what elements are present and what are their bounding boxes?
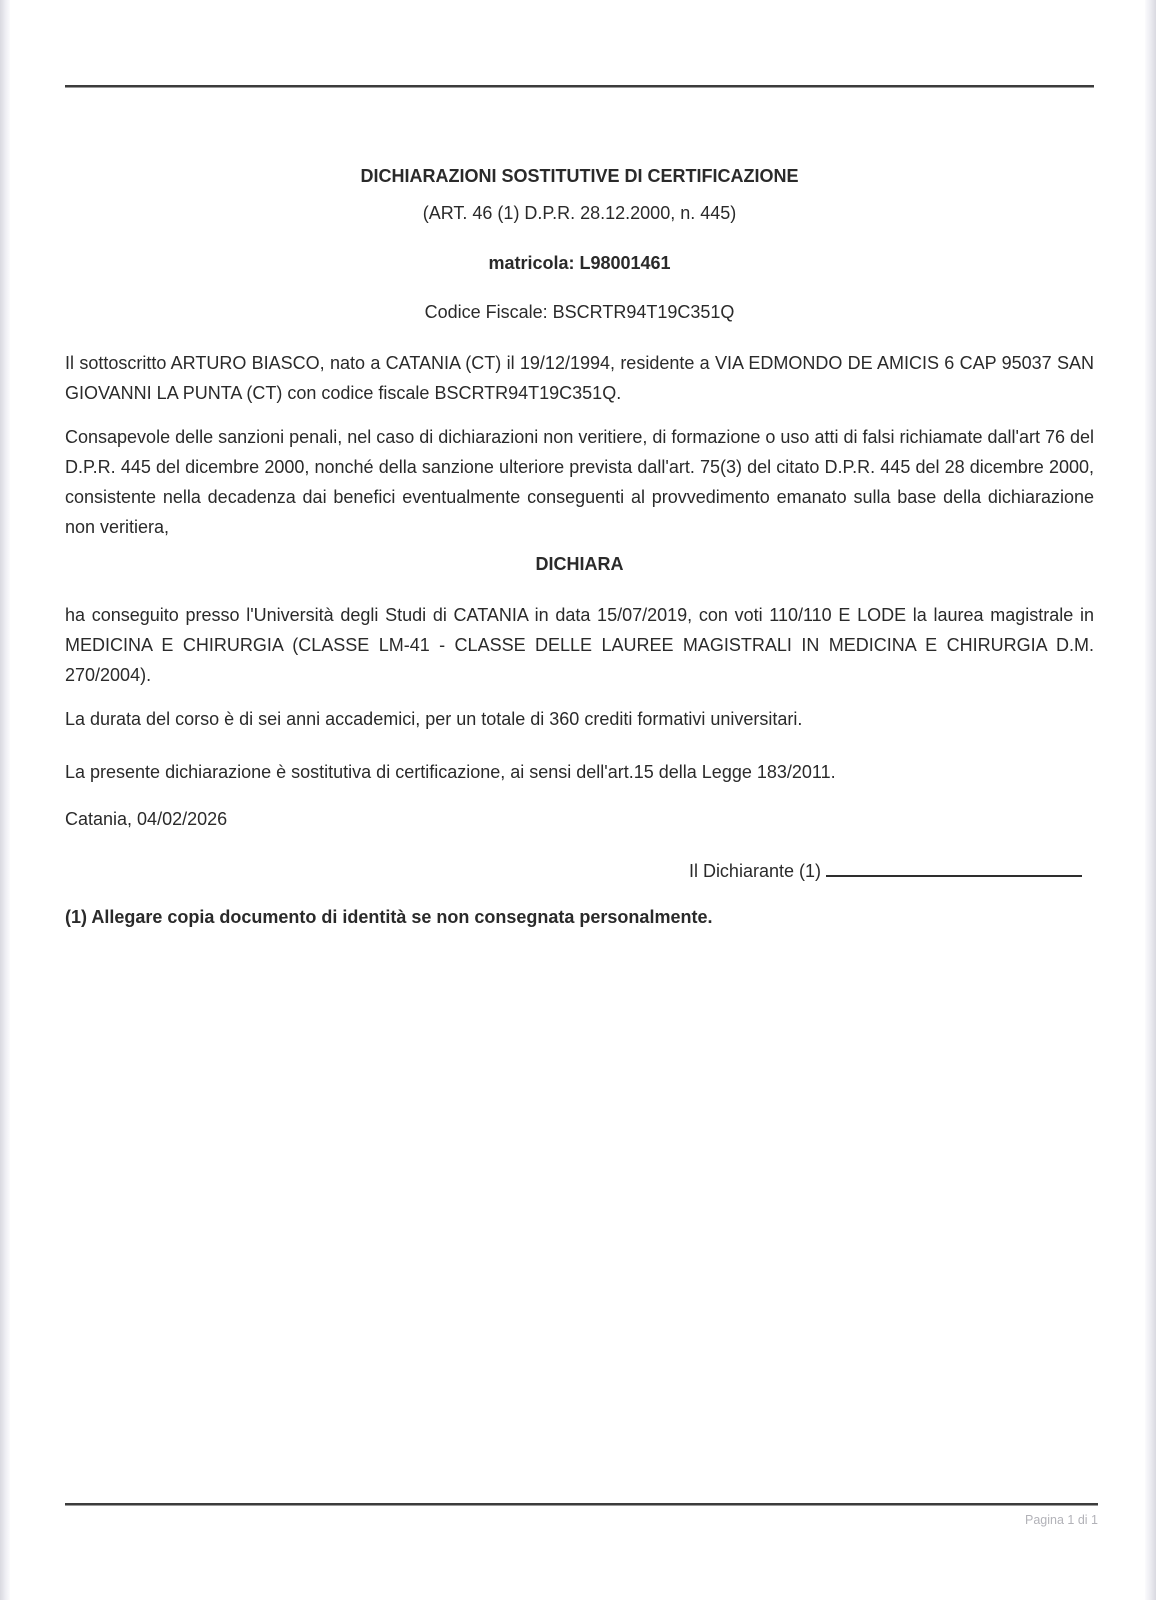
document-content [65,0,1094,932]
matricola-line: matricola: L98001461 [488,253,671,273]
header-rule [65,85,1094,88]
sanctions-paragraph: Consapevole delle sanzioni penali, nel caso di dichiarazioni non veritiere, di formazione o uso atti di falsi richiamate dall'art 76 del D.P.R. 445 del dicembre 2000, nonché della sanzione ulteriore prevista dall'art. 75(3) del citato D.P.R. 445 del 28 dicembre 2000, consistente nella decadenza dai benefici eventualmente conseguenti al provvedimento emanato sulla base della dichiarazione non veritiera, [65,427,1095,537]
document-subtitle: (ART. 46 (1) D.P.R. 28.12.2000, n. 445) [422,203,737,223]
law-reference-paragraph: La presente dichiarazione è sostitutiva di certificazione, ai sensi dell'art.15 della Legge 183/2011. [65,762,836,782]
place-date: Catania, 04/02/2026 [65,809,228,829]
signature-row [65,856,1094,886]
duration-paragraph: La durata del corso è di sei anni accademici, per un totale di 360 crediti formativi universitari. [65,709,803,729]
signature-line [826,859,1082,877]
page-right-edge [1145,0,1156,1600]
codice-fiscale-line: Codice Fiscale: BSCRTR94T19C351Q [424,302,735,322]
signature-label: Il Dichiarante (1) [688,861,821,881]
degree-paragraph: ha conseguito presso l'Università degli Studi di CATANIA in data 15/07/2019, con voti 110/110 E LODE la laurea magistrale in MEDICINA E CHIRURGIA (CLASSE LM-41 - CLASSE DELLE LAUREE MAGISTRALI IN MEDICINA E CHIRURGIA D.M. 270/2004). [65,605,1094,685]
dichiara-heading: DICHIARA [535,554,624,574]
page-left-edge [0,0,10,1600]
intro-paragraph: Il sottoscritto ARTURO BIASCO, nato a CATANIA (CT) il 19/12/1994, residente a VIA EDMONDO DE AMICIS 6 CAP 95037 SAN GIOVANNI LA PUNTA (CT) con codice fiscale BSCRTR94T19C351Q. [65,353,1094,403]
page-footer [65,1503,1098,1528]
page-indicator: Pagina 1 di 1 [1025,1513,1098,1527]
document-title: DICHIARAZIONI SOSTITUTIVE DI CERTIFICAZIONE [360,166,799,186]
footnote: (1) Allegare copia documento di identità se non consegnata personalmente. [65,907,713,927]
footer-rule [65,1503,1098,1506]
